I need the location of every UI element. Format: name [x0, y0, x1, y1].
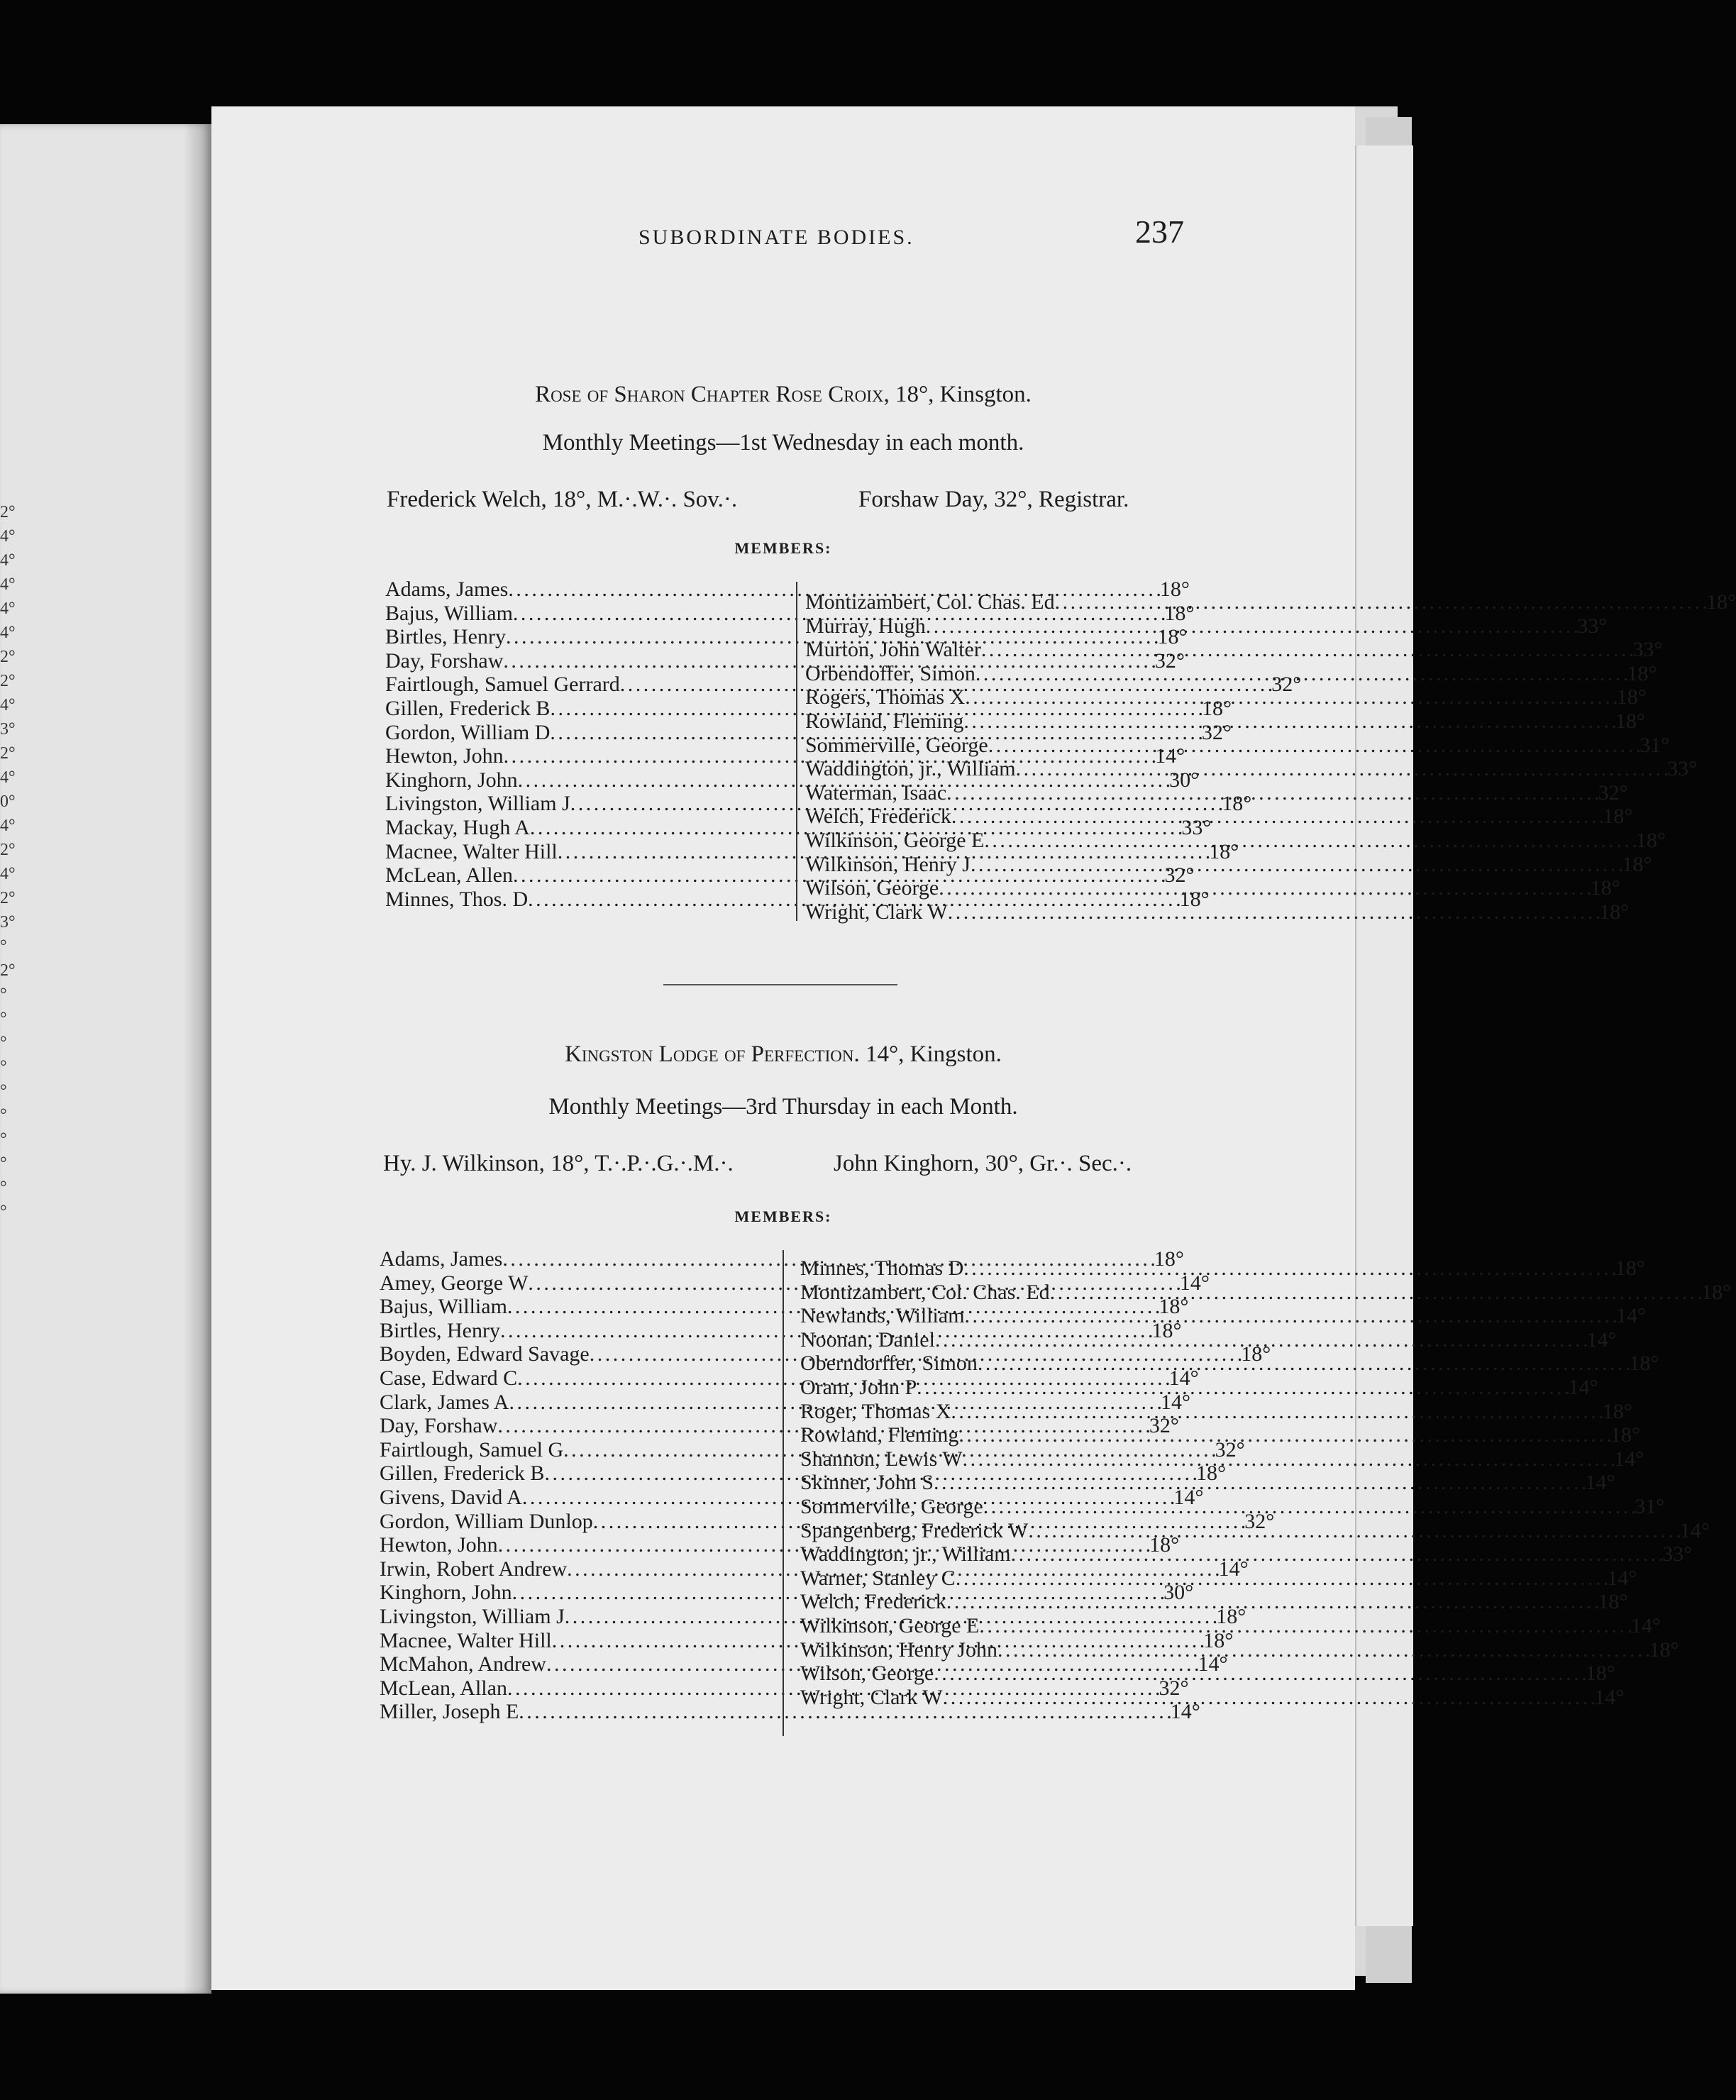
- member-name: Wilkinson, Henry John: [800, 1637, 997, 1662]
- member-row: [800, 1685, 1625, 1710]
- edge-mark: °: [0, 937, 7, 956]
- member-degree: 31°: [1635, 1494, 1665, 1518]
- member-degree: 14°: [1630, 1613, 1661, 1637]
- section2-title-rest: . 14°, Kingston.: [853, 1041, 1002, 1067]
- edge-mark: 4°: [0, 551, 16, 570]
- edge-mark: 2°: [0, 503, 16, 521]
- member-name: McLean, Allen: [385, 863, 513, 888]
- member-degree: 18°: [1203, 1628, 1234, 1652]
- leader-dots: [963, 709, 1615, 734]
- member-degree: 14°: [1173, 1485, 1204, 1509]
- section1-officer-left: Frederick Welch, 18°, M.·.W.·. Sov.·.: [387, 487, 738, 512]
- member-name: Skinner, John S: [800, 1471, 934, 1495]
- member-name: Case, Edward C: [380, 1366, 518, 1390]
- member-name: Oberndorffer, Simon: [800, 1352, 978, 1376]
- member-row: [805, 852, 1652, 877]
- member-name: Gillen, Frederick B: [385, 696, 551, 720]
- edge-mark: 4°: [0, 527, 16, 546]
- member-name: Miller, Joseph E: [380, 1700, 519, 1724]
- member-name: Gillen, Frederick B: [380, 1461, 545, 1486]
- member-name: McLean, Allan: [380, 1676, 507, 1700]
- leader-dots: [988, 734, 1640, 758]
- member-name: Gordon, William D: [385, 720, 551, 744]
- leader-dots: [951, 805, 1603, 829]
- member-name: Oram, John P: [800, 1375, 917, 1399]
- member-name: Birtles, Henry: [380, 1318, 500, 1342]
- leader-dots: [975, 662, 1627, 686]
- member-name: Day, Forshaw: [380, 1414, 498, 1438]
- member-degree: 18°: [1164, 601, 1195, 625]
- member-name: Waterman, Isaac: [805, 780, 947, 805]
- edge-mark: 2°: [0, 961, 16, 980]
- edge-mark: 4°: [0, 575, 16, 594]
- member-degree: 32°: [1164, 863, 1195, 888]
- member-degree: 18°: [1159, 1295, 1189, 1319]
- leader-dots: [1016, 757, 1668, 781]
- member-degree: 14°: [1218, 1557, 1249, 1581]
- member-name: Orbendoffer, Simon: [805, 661, 975, 685]
- member-name: Fairtlough, Samuel G: [380, 1437, 564, 1461]
- section2-title: [211, 1041, 1355, 1068]
- member-name: Wright, Clark W: [805, 900, 948, 924]
- leader-dots: [948, 900, 1600, 924]
- leader-dots: [979, 1614, 1631, 1638]
- member-degree: 33°: [1667, 757, 1698, 781]
- member-degree: 30°: [1169, 768, 1200, 792]
- member-name: Day, Forshaw: [385, 648, 504, 673]
- member-degree: 14°: [1585, 1471, 1615, 1495]
- member-name: Montizambert, Col. Chas. Ed: [800, 1280, 1050, 1304]
- leader-dots: [963, 1256, 1615, 1281]
- member-row: [380, 1700, 1200, 1724]
- member-name: Bajus, William: [380, 1295, 507, 1319]
- leader-dots: [917, 1376, 1569, 1400]
- leader-dots: [981, 638, 1633, 662]
- running-head: SUBORDINATE BODIES.: [638, 226, 914, 249]
- member-name: Hewton, John: [385, 744, 504, 768]
- member-name: Warner, Stanley C: [800, 1566, 956, 1590]
- member-degree: 18°: [1598, 1590, 1628, 1614]
- edge-mark: 2°: [0, 841, 16, 859]
- member-degree: 14°: [1679, 1518, 1710, 1542]
- section2-officer-left: Hy. J. Wilkinson, 18°, T.·.P.·.G.·.M.·.: [383, 1151, 734, 1176]
- member-name: Roger, Thomas X: [800, 1399, 951, 1423]
- leader-dots: [939, 876, 1591, 900]
- member-name: Clark, James A: [380, 1390, 509, 1414]
- edge-mark: °: [0, 1106, 7, 1124]
- member-name: Newlands, William: [800, 1304, 965, 1328]
- member-degree: 32°: [1201, 720, 1232, 744]
- member-name: Rowland, Fleming: [805, 709, 964, 733]
- member-degree: 18°: [1179, 887, 1210, 911]
- edge-mark: 3°: [0, 913, 16, 932]
- member-degree: 14°: [1155, 744, 1185, 768]
- leader-dots: [983, 1495, 1635, 1519]
- member-degree: 18°: [1151, 1318, 1182, 1342]
- member-degree: 33°: [1577, 614, 1608, 638]
- edge-mark: 4°: [0, 817, 16, 835]
- member-name: Wilkinson, George E: [800, 1613, 980, 1637]
- member-name: Rowland, Fleming: [800, 1423, 959, 1447]
- member-name: Welch, Frederick: [805, 805, 951, 829]
- member-degree: 18°: [1195, 1461, 1226, 1486]
- leader-dots: [997, 1638, 1649, 1662]
- edge-mark: 4°: [0, 599, 16, 618]
- member-row: [800, 1423, 1640, 1447]
- leader-dots: [1028, 1519, 1680, 1543]
- member-degree: 32°: [1149, 1414, 1179, 1438]
- member-name: Irwin, Robert Andrew: [380, 1557, 568, 1581]
- member-degree: 18°: [1241, 1342, 1271, 1366]
- member-degree: 14°: [1594, 1685, 1625, 1709]
- member-degree: 18°: [1616, 685, 1647, 709]
- leader-dots: [971, 853, 1622, 877]
- member-degree: 18°: [1154, 1247, 1184, 1271]
- member-name: Bajus, William: [385, 601, 513, 625]
- member-name: Hewton, John: [380, 1533, 498, 1557]
- member-degree: 32°: [1154, 648, 1185, 673]
- member-row: [805, 900, 1630, 924]
- member-name: Murray, Hugh: [805, 614, 926, 638]
- member-degree: 30°: [1163, 1581, 1194, 1605]
- leader-dots: [965, 1304, 1617, 1328]
- member-degree: 18°: [1615, 1256, 1645, 1280]
- member-degree: 32°: [1598, 780, 1628, 805]
- leader-dots: [1055, 590, 1707, 614]
- member-degree: 18°: [1599, 900, 1630, 924]
- edge-mark: 4°: [0, 696, 16, 714]
- member-name: Murton, John Walter: [805, 638, 981, 662]
- member-degree: 18°: [1629, 1352, 1659, 1376]
- member-row: [800, 1637, 1679, 1662]
- member-degree: 32°: [1244, 1509, 1275, 1533]
- member-degree: 18°: [1585, 1662, 1615, 1686]
- edge-mark: 2°: [0, 672, 16, 690]
- member-name: Waddington, jr., William: [805, 757, 1016, 781]
- section1-meetings: Monthly Meetings—1st Wednesday in each month.: [542, 430, 1024, 455]
- leader-dots: [984, 829, 1636, 853]
- member-degree: 18°: [1603, 805, 1633, 829]
- left-page-edge-text: [0, 500, 16, 1221]
- member-name: Kinghorn, John: [380, 1581, 512, 1605]
- edge-mark: °: [0, 1203, 7, 1221]
- leader-dots: [951, 1400, 1603, 1424]
- member-degree: 18°: [1201, 696, 1232, 720]
- leader-dots: [958, 1423, 1610, 1447]
- member-name: Fairtlough, Samuel Gerrard: [385, 673, 620, 697]
- member-name: Minnes, Thos. D: [385, 887, 529, 911]
- member-degree: 18°: [1157, 625, 1188, 649]
- member-degree: 18°: [1602, 1399, 1632, 1423]
- member-name: Rogers, Thomas X: [805, 685, 966, 709]
- member-degree: 18°: [1222, 792, 1252, 816]
- leader-dots: [934, 1471, 1586, 1495]
- leader-dots: [978, 1352, 1630, 1376]
- member-row: [800, 1256, 1645, 1281]
- edge-mark: °: [0, 1034, 7, 1052]
- edge-mark: 3°: [0, 720, 16, 739]
- edge-mark: °: [0, 1010, 7, 1028]
- leader-dots: [965, 685, 1617, 709]
- edge-mark: 2°: [0, 744, 16, 763]
- edge-mark: °: [0, 1178, 7, 1197]
- member-row: [800, 1542, 1693, 1566]
- member-degree: 18°: [1649, 1637, 1679, 1662]
- member-name: Gordon, William Dunlop: [380, 1509, 593, 1533]
- member-row: [805, 828, 1666, 853]
- edge-mark: °: [0, 1082, 7, 1100]
- member-name: Minnes, Thomas D: [800, 1256, 964, 1280]
- member-degree: 18°: [1706, 590, 1736, 614]
- member-row: [800, 1327, 1617, 1352]
- edge-mark: 4°: [0, 624, 16, 642]
- member-degree: 32°: [1159, 1676, 1189, 1700]
- member-name: Givens, David A: [380, 1485, 522, 1509]
- member-name: Macnee, Walter Hill: [380, 1628, 552, 1652]
- member-degree: 18°: [1610, 1423, 1640, 1447]
- member-name: Noonan, Daniel: [800, 1327, 935, 1352]
- member-name: Waddington, jr., William: [800, 1542, 1011, 1566]
- member-name: Adams, James: [385, 578, 509, 601]
- member-name: Sommerville, George: [800, 1494, 983, 1518]
- member-name: Macnee, Walter Hill: [385, 839, 558, 863]
- member-row: [800, 1399, 1632, 1424]
- member-name: Welch, Frederick: [800, 1590, 946, 1614]
- member-name: Wilson, George: [800, 1662, 934, 1686]
- member-degree: 31°: [1640, 733, 1670, 757]
- member-degree: 18°: [1701, 1280, 1732, 1304]
- member-degree: 14°: [1160, 1390, 1190, 1414]
- member-row: [805, 590, 1736, 614]
- member-name: Wright, Clark W: [800, 1685, 943, 1709]
- leader-dots: [935, 1328, 1587, 1352]
- member-name: Amey, George W: [380, 1271, 529, 1295]
- section-divider: [663, 984, 897, 985]
- member-degree: 18°: [1159, 578, 1190, 601]
- section2-meetings: Monthly Meetings—3rd Thursday in each Month.: [548, 1094, 1018, 1120]
- member-degree: 14°: [1607, 1566, 1637, 1590]
- member-name: Montizambert, Col. Chas. Ed: [805, 590, 1055, 614]
- section1-right-column: [805, 590, 1736, 924]
- member-degree: 18°: [1622, 852, 1652, 876]
- member-row: [805, 638, 1663, 662]
- edge-mark: °: [0, 1058, 7, 1076]
- member-name: Mackay, Hugh A: [385, 815, 530, 839]
- leader-dots: [946, 781, 1598, 805]
- member-row: [800, 1375, 1598, 1400]
- section2-officer-right: John Kinghorn, 30°, Gr.·. Sec.·.: [834, 1151, 1132, 1176]
- member-degree: 18°: [1216, 1604, 1246, 1628]
- member-degree: 32°: [1271, 673, 1302, 697]
- member-degree: 33°: [1662, 1542, 1693, 1566]
- member-degree: 14°: [1179, 1271, 1210, 1295]
- left-page: [0, 124, 211, 1994]
- section1-members-label: MEMBERS:: [734, 539, 832, 557]
- member-degree: 14°: [1198, 1652, 1228, 1676]
- leader-dots: [926, 614, 1578, 639]
- member-degree: 18°: [1149, 1533, 1180, 1557]
- member-degree: 32°: [1215, 1437, 1245, 1461]
- member-name: Kinghorn, John: [385, 768, 518, 792]
- section2-members-label: MEMBERS:: [734, 1208, 832, 1225]
- member-degree: 18°: [1209, 839, 1239, 863]
- page-number: 237: [1135, 214, 1184, 250]
- member-name: Wilson, George: [805, 876, 939, 900]
- edge-mark: 4°: [0, 768, 16, 787]
- member-degree: 14°: [1568, 1375, 1598, 1399]
- section1-title: [211, 382, 1355, 408]
- member-degree: 14°: [1168, 1366, 1199, 1390]
- edge-mark: 4°: [0, 865, 16, 883]
- member-name: Shannon, Lewis W: [800, 1447, 963, 1471]
- member-row: [800, 1304, 1647, 1328]
- section1-officer-right: Forshaw Day, 32°, Registrar.: [858, 487, 1129, 512]
- edge-mark: °: [0, 1154, 7, 1173]
- member-name: Boyden, Edward Savage: [380, 1342, 590, 1366]
- leader-dots: [943, 1686, 1595, 1710]
- member-degree: 18°: [1627, 661, 1657, 685]
- edge-mark: °: [0, 985, 7, 1004]
- edge-mark: 2°: [0, 889, 16, 907]
- edge-mark: 2°: [0, 648, 16, 666]
- leader-dots: [934, 1662, 1586, 1686]
- member-row: [805, 876, 1620, 900]
- leader-dots: [963, 1447, 1615, 1471]
- member-degree: 33°: [1181, 815, 1212, 839]
- member-name: Sommerville, George: [805, 733, 988, 757]
- section1-title-rest: , 18°, Kinsgton.: [883, 382, 1032, 407]
- leader-dots: [956, 1566, 1608, 1591]
- member-name: Birtles, Henry: [385, 625, 506, 649]
- member-name: Wilkinson, Henry J: [805, 852, 971, 876]
- column-rule: [796, 582, 797, 921]
- edge-mark: 0°: [0, 792, 16, 811]
- member-degree: 14°: [1170, 1700, 1200, 1724]
- section1-title-name: Rose of Sharon Chapter Rose Croix: [535, 382, 884, 407]
- member-degree: 18°: [1590, 876, 1620, 900]
- member-name: Adams, James: [380, 1247, 503, 1271]
- member-degree: 18°: [1635, 828, 1666, 852]
- member-degree: 18°: [1615, 709, 1645, 733]
- member-row: [805, 733, 1670, 758]
- leader-dots: [1050, 1281, 1702, 1305]
- member-row: [800, 1566, 1637, 1591]
- leader-dots: [1011, 1542, 1663, 1566]
- column-rule: [783, 1250, 784, 1736]
- member-name: Wilkinson, George E: [805, 828, 985, 852]
- member-row: [805, 614, 1608, 639]
- gutter-shadow: [183, 124, 211, 1994]
- member-name: Spangenberg, Frederick W: [800, 1518, 1029, 1542]
- member-degree: 14°: [1586, 1327, 1617, 1352]
- member-name: Livingston, William J: [385, 792, 570, 816]
- section2-title-name: Kingston Lodge of Perfection: [565, 1041, 854, 1067]
- leader-dots: [946, 1590, 1598, 1614]
- edge-mark: °: [0, 1130, 7, 1149]
- member-row: [800, 1352, 1659, 1376]
- member-degree: 14°: [1614, 1447, 1644, 1471]
- member-name: Livingston, William J: [380, 1604, 565, 1628]
- member-name: McMahon, Andrew: [380, 1652, 546, 1676]
- member-degree: 14°: [1616, 1304, 1647, 1328]
- member-degree: 33°: [1632, 638, 1663, 662]
